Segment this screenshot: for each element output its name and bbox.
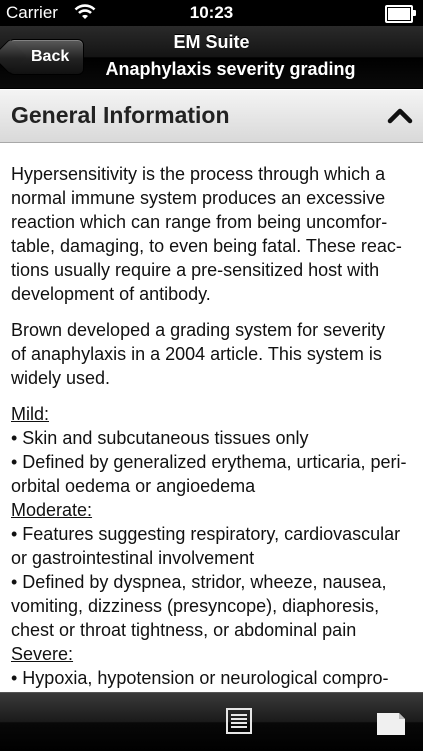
moderate-heading: Moderate: bbox=[11, 500, 93, 520]
moderate-item: or gastrointestinal involvement bbox=[11, 548, 255, 568]
text-line: table, damaging, to even being fatal. These reac- bbox=[11, 236, 402, 256]
text-line: of anaphylaxis in a 2004 article. This system is bbox=[11, 344, 382, 364]
back-button-label: Back bbox=[31, 48, 70, 65]
text-line: development of antibody. bbox=[11, 284, 211, 304]
moderate-item: • Defined by dyspnea, stridor, wheeze, nausea, bbox=[11, 572, 387, 592]
list-icon[interactable] bbox=[226, 708, 252, 734]
moderate-item: vomiting, dizziness (presyncope), diaphoresis, bbox=[11, 596, 380, 616]
navigation-bar bbox=[0, 26, 423, 89]
severity-list bbox=[11, 402, 413, 690]
section-header-general-information[interactable] bbox=[0, 89, 423, 143]
status-bar bbox=[0, 0, 423, 26]
page-title: Anaphylaxis severity grading bbox=[105, 59, 356, 79]
text-line: normal immune system produces an excessive bbox=[11, 188, 386, 208]
moderate-item: chest or throat tightness, or abdominal pain bbox=[11, 620, 357, 640]
paragraph-brown bbox=[11, 318, 413, 390]
bottom-toolbar bbox=[0, 692, 423, 751]
clock: 10:23 bbox=[189, 3, 234, 22]
app-title: EM Suite bbox=[173, 32, 250, 52]
severe-item: • Hypoxia, hypotension or neurological compro- bbox=[11, 668, 389, 688]
severe-heading: Severe: bbox=[11, 644, 74, 664]
section-title: General Information bbox=[11, 102, 230, 128]
mild-heading: Mild: bbox=[11, 404, 50, 424]
moderate-item: • Features suggesting respiratory, cardiovascular bbox=[11, 524, 401, 544]
text-line: Brown developed a grading system for severity bbox=[11, 320, 386, 340]
text-line: Hypersensitivity is the process through which a bbox=[11, 164, 386, 184]
mild-item: • Skin and subcutaneous tissues only bbox=[11, 428, 309, 448]
text-line: tions usually require a pre-sensitized host with bbox=[11, 260, 380, 280]
mild-item: • Defined by generalized erythema, urticaria, peri- bbox=[11, 452, 407, 472]
chevron-up-icon[interactable] bbox=[387, 102, 413, 128]
mild-item: orbital oedema or angioedema bbox=[11, 476, 256, 496]
carrier-label: Carrier bbox=[6, 3, 58, 22]
text-line: reaction which can range from being uncomfor- bbox=[11, 212, 388, 232]
battery-icon bbox=[385, 5, 413, 23]
content-body bbox=[11, 162, 413, 692]
text-line: widely used. bbox=[11, 368, 111, 388]
note-icon[interactable] bbox=[375, 707, 407, 737]
paragraph-intro bbox=[11, 162, 413, 306]
